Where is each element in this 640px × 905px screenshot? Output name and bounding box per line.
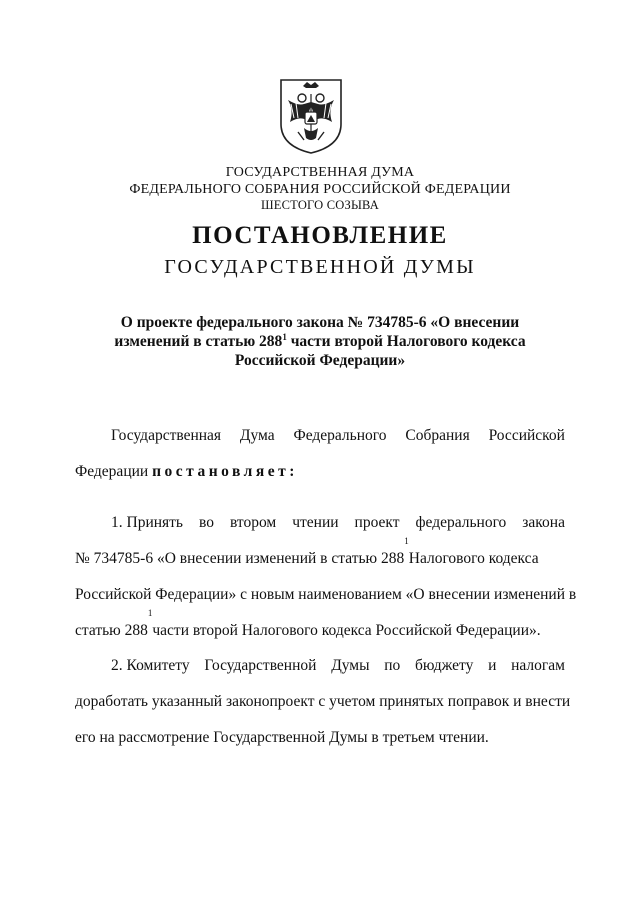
double-headed-eagle-icon xyxy=(276,76,346,156)
item-1-line-2: № 734785-6 «О внесении изменений в статью 288 1 Налогового кодекса xyxy=(75,536,539,567)
coat-of-arms-emblem xyxy=(276,76,346,156)
item-2-line-2: доработать указанный законопроект с учетом принятых поправок и внести xyxy=(75,693,571,710)
document-subject xyxy=(90,313,550,370)
subject-line-1: О проекте федерального закона № 734785-6 «О внесении xyxy=(120,314,520,331)
item-2-line-1: 2. Комитету Государственной Думы по бюджету и налогам xyxy=(111,657,565,674)
header-line-3: ШЕСТОГО СОЗЫВА xyxy=(260,198,380,212)
item-2-line-3: его на рассмотрение Государственной Думы в третьем чтении. xyxy=(75,729,489,746)
document-title: ПОСТАНОВЛЕНИЕ xyxy=(192,222,448,249)
preamble-line-2: Федерации постановляет: xyxy=(75,454,565,490)
item-1-line-4: статью 288 1 части второй Налогового кодекса Российской Федерации». xyxy=(75,608,541,639)
item-2-paragraph xyxy=(75,648,571,756)
header-line-2: ФЕДЕРАЛЬНОГО СОБРАНИЯ РОССИЙСКОЙ ФЕДЕРАЦИИ xyxy=(129,182,511,197)
item-1-line-1: 1. Принять во втором чтении проект федерального закона xyxy=(111,514,565,531)
item-1-paragraph xyxy=(75,505,577,649)
subject-line-3: Российской Федерации» xyxy=(234,352,406,369)
resolves-word: постановляет: xyxy=(152,463,298,480)
preamble-paragraph xyxy=(75,418,565,490)
item-1-line-3: Российской Федерации» с новым наименованием «О внесении изменений в xyxy=(75,586,577,603)
header-line-1: ГОСУДАРСТВЕННАЯ ДУМА xyxy=(225,165,415,180)
document-subtitle: ГОСУДАРСТВЕННОЙ ДУМЫ xyxy=(164,256,476,278)
subject-line-2: изменений в статью $288^1$ части второй Налогового кодекса xyxy=(114,331,526,350)
preamble-line-1: Государственная Дума Федерального Собрания Российской xyxy=(111,427,565,444)
